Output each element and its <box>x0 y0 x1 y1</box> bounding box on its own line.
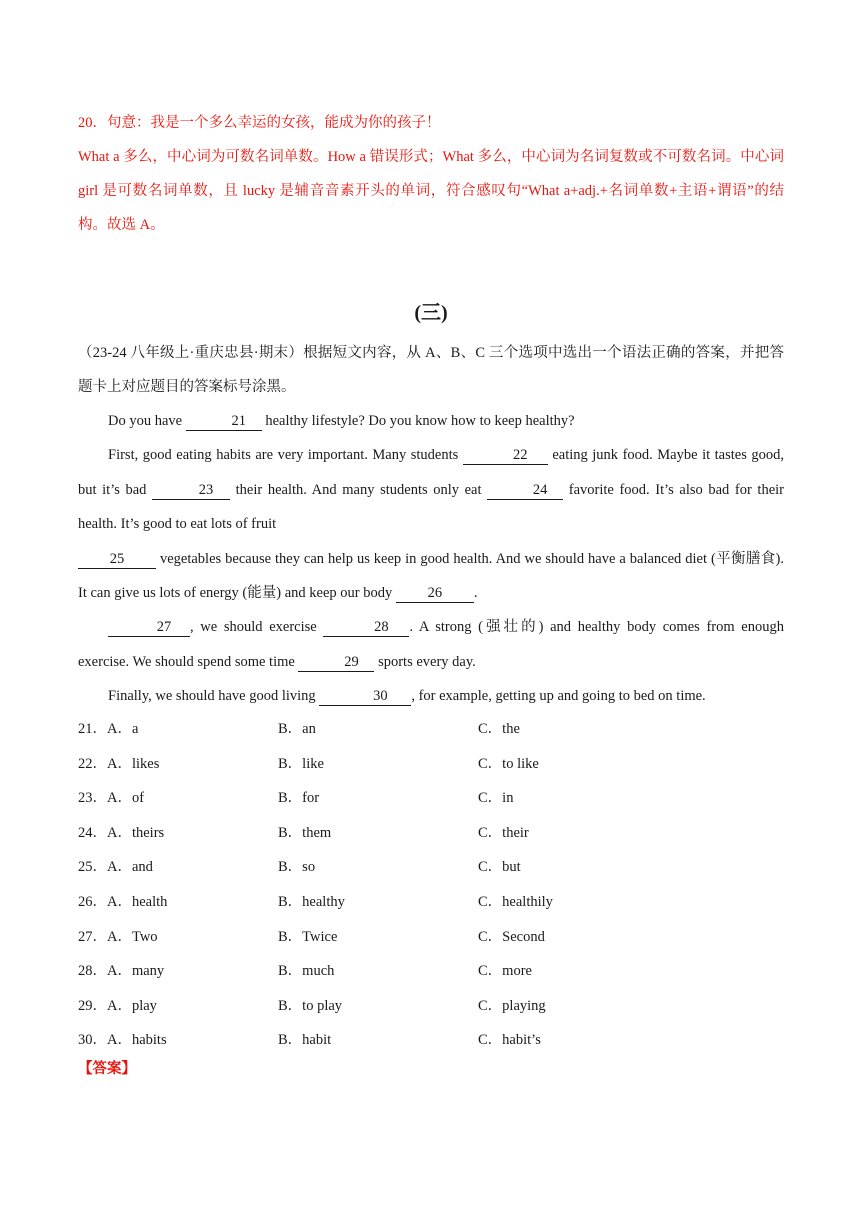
option-a: A．play <box>107 997 157 1014</box>
explanation-sentence-meaning: 20．句意：我是一个多么幸运的女孩，能成为你的孩子！ <box>78 115 441 131</box>
option-a: A．habits <box>107 1032 167 1049</box>
blank-23: 23 <box>152 481 230 500</box>
option-b: B．for <box>278 790 320 807</box>
option-b: B．to play <box>278 997 343 1014</box>
answer-options <box>78 712 784 1058</box>
option-b: B．healthy <box>278 893 345 910</box>
option-c: C．the <box>478 721 520 737</box>
blank-27: 27 <box>108 618 190 637</box>
blank-24: 24 <box>487 481 563 500</box>
option-b: B．them <box>278 824 332 841</box>
option-c: C．habit’s <box>478 1032 541 1049</box>
passage-paragraph-4: 27 , we should exercise 28 . A strong (强壮的) and healthy body comes from enough exercise. We should spend some time 29 sports every day. <box>78 619 784 670</box>
option-a: A．many <box>107 963 165 980</box>
passage-paragraph-5: Finally, we should have good living 30 , for example, getting up and going to bed on time. <box>108 688 706 705</box>
blank-25: 25 <box>78 550 156 569</box>
question-30-options: 30． A．habits B．habit C．habit’s <box>78 1023 784 1058</box>
passage-paragraph-3: 25 vegetables because they can help us keep in good health. And we should have a balanced diet (平衡膳食). It can give us lots of energy (能量) and keep our body 26 . <box>78 550 784 602</box>
option-b: B．so <box>278 859 316 876</box>
blank-21: 21 <box>186 412 262 431</box>
option-a: A．and <box>107 859 153 876</box>
option-c: C．playing <box>478 997 546 1014</box>
passage-paragraph-2: First, good eating habits are very important. Many students 22 eating junk food. Maybe it tastes good, but it’s bad 23 their health. And many students only eat 24 favorite food. It’s also bad for their health. It’s good to eat lots of fruit <box>78 447 785 533</box>
answer-label: 【答案】 <box>78 1061 136 1077</box>
question-28-options: 28． A．many B．much C．more <box>78 954 784 989</box>
question-29-options: 29． A．play B．to play C．playing <box>78 989 784 1024</box>
option-a: A．a <box>107 721 139 737</box>
option-c: C．to like <box>478 755 539 772</box>
option-c: C．Second <box>478 928 545 945</box>
option-a: A．Two <box>107 928 158 945</box>
option-c: C．their <box>478 824 529 841</box>
option-c: C．in <box>478 790 514 807</box>
question-25-options: 25． A．and B．so C．but <box>78 850 784 885</box>
question-24-options: 24． A．theirs B．them C．their <box>78 816 784 851</box>
option-a: A．health <box>107 893 168 910</box>
option-b: B．habit <box>278 1032 332 1049</box>
option-c: C．healthily <box>478 893 553 910</box>
option-c: C．more <box>478 963 532 980</box>
question-21-options: 21． A．a B．an C．the <box>78 712 784 747</box>
option-b: B．much <box>278 963 335 980</box>
option-a: A．likes <box>107 755 160 772</box>
blank-22: 22 <box>463 446 548 465</box>
option-a: A．of <box>107 790 145 807</box>
option-c: C．but <box>478 859 521 876</box>
explanation-detail: What a 多么，中心词为可数名词单数。How a 错误形式；What 多么，中心词为名词复数或不可数名词。中心词 girl 是可数名词单数，且 lucky 是辅音音素开头的单词，符合感叹句“What a+adj.+名词单数+主语+谓语”的结构。故选 A。 <box>78 149 784 233</box>
section-instructions: （23-24 八年级上·重庆忠县·期末）根据短文内容，从 A、B、C 三个选项中选出一个语法正确的答案，并把答题卡上对应题目的答案标号涂黑。 <box>78 345 784 395</box>
section-title: (三) <box>414 302 448 324</box>
passage-paragraph-1: Do you have 21 healthy lifestyle? Do you know how to keep healthy? <box>108 413 575 429</box>
option-b: B．an <box>278 721 316 737</box>
blank-29: 29 <box>298 653 374 672</box>
question-27-options: 27． A．Two B．Twice C．Second <box>78 920 784 955</box>
blank-26: 26 <box>396 584 474 603</box>
option-b: B．Twice <box>278 928 338 945</box>
previous-answer-explanation <box>78 106 784 242</box>
option-a: A．theirs <box>107 824 165 841</box>
blank-30: 30 <box>319 687 411 706</box>
question-23-options: 23． A．of B．for C．in <box>78 781 784 816</box>
question-22-options: 22． A．likes B．like C．to like <box>78 747 784 782</box>
question-26-options: 26． A．health B．healthy C．healthily <box>78 885 784 920</box>
cloze-passage <box>78 404 784 714</box>
option-b: B．like <box>278 755 324 772</box>
blank-28: 28 <box>323 618 409 637</box>
